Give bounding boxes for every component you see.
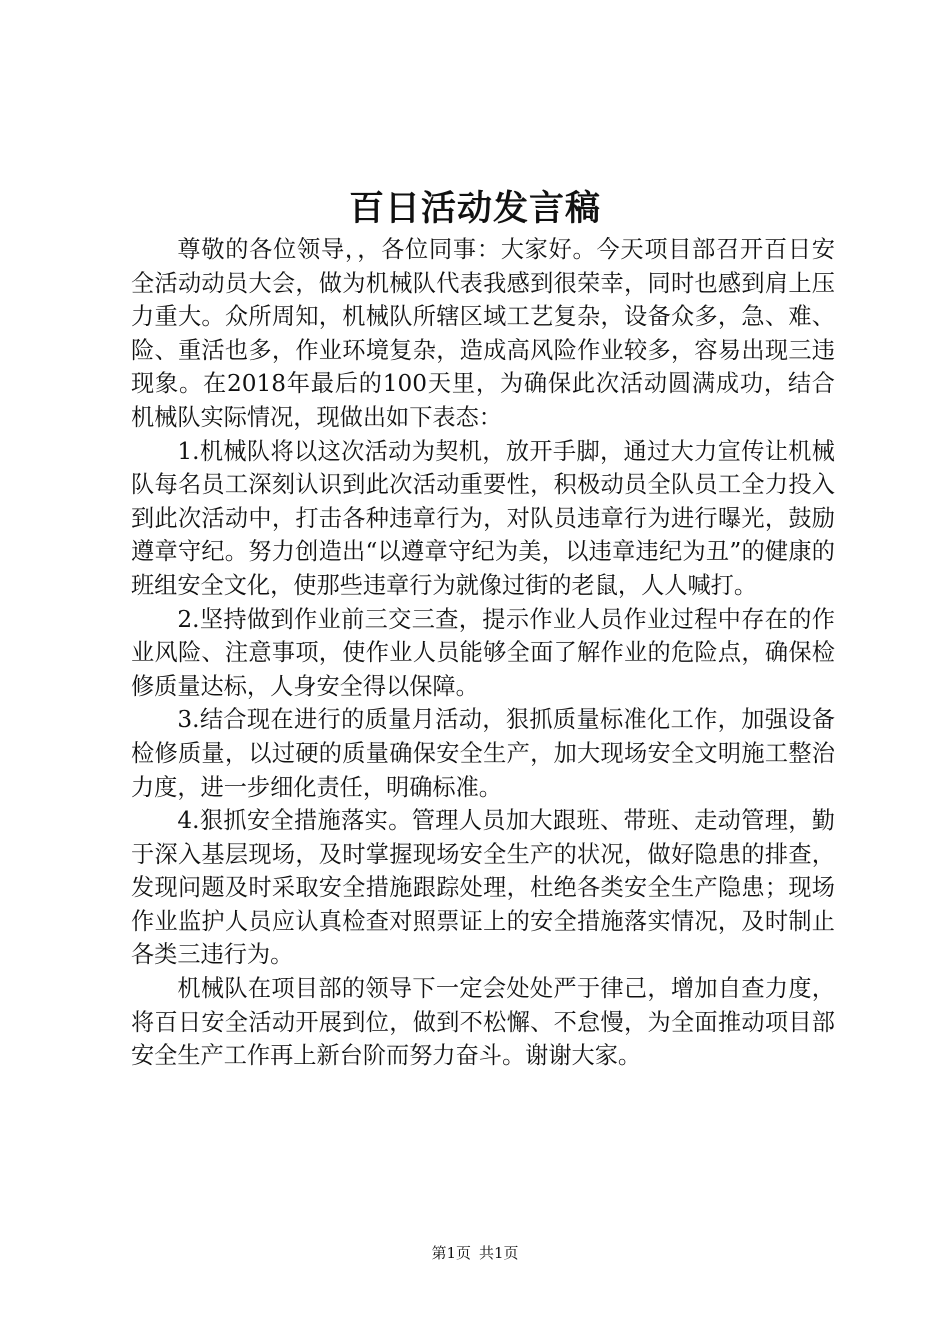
document-body — [131, 233, 835, 1073]
paragraph-item-4: 4.狠抓安全措施落实。管理人员加大跟班、带班、走动管理，勤于深入基层现场，及时掌握现场安全生产的状况，做好隐患的排查，发现问题及时采取安全措施跟踪处理，杜绝各类安全生产隐患；现场作业监护人员应认真检查对照票证上的安全措施落实情况，及时制止各类三违行为。 — [131, 807, 835, 969]
paragraph-greeting: 尊敬的各位领导，，各位同事：大家好。今天项目部召开百日安全活动动员大会，做为机械队代表我感到很荣幸，同时也感到肩上压力重大。众所周知，机械队所辖区域工艺复杂，设备众多，急、难、险、重活也多，作业环境复杂，造成高风险作业较多，容易出现三违现象。在2018年最后的100天里，为确保此次活动圆满成功，结合机械队实际情况，现做出如下表态： — [131, 236, 835, 431]
page-footer — [0, 1243, 950, 1263]
paragraph-item-2: 2.坚持做到作业前三交三查，提示作业人员作业过程中存在的作业风险、注意事项，使作业人员能够全面了解作业的危险点，确保检修质量达标，人身安全得以保障。 — [131, 605, 835, 700]
paragraph-item-1: 1.机械队将以这次活动为契机，放开手脚，通过大力宣传让机械队每名员工深刻认识到此次活动重要性，积极动员全队员工全力投入到此次活动中，打击各种违章行为，对队员违章行为进行曝光，鼓励遵章守纪。努力创造出“以遵章守纪为美，以违章违纪为丑”的健康的班组安全文化，使那些违章行为就像过街的老鼠，人人喊打。 — [131, 437, 835, 599]
document-title: 百日活动发言稿 — [348, 188, 601, 229]
paragraph-closing: 机械队在项目部的领导下一定会处处严于律己，增加自查力度，将百日安全活动开展到位，做到不松懈、不怠慢，为全面推动项目部安全生产工作再上新台阶而努力奋斗。谢谢大家。 — [131, 975, 835, 1070]
paragraph-item-3: 3.结合现在进行的质量月活动，狠抓质量标准化工作，加强设备检修质量，以过硬的质量确保安全生产，加大现场安全文明施工整治力度，进一步细化责任，明确标准。 — [131, 706, 835, 801]
page-total: 共1页 — [479, 1244, 519, 1262]
page-number: 第1页 — [431, 1244, 471, 1262]
